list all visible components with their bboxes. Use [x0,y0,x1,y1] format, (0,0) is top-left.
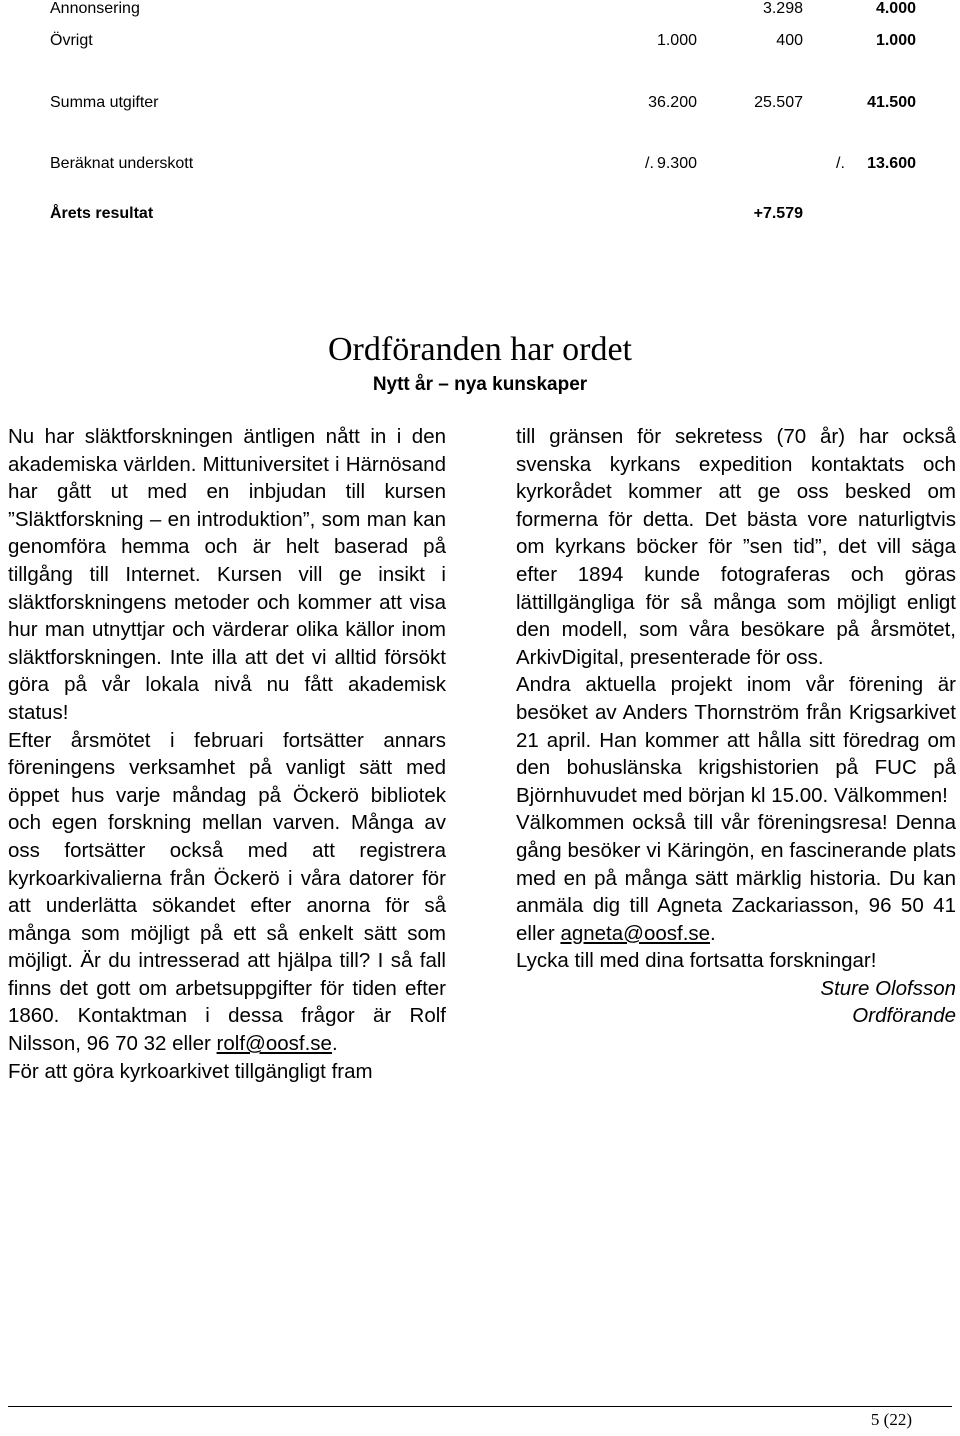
article-column-left [8,423,446,1085]
budget-row-summa [0,94,960,114]
article-column-right [516,423,956,1030]
value-3: 1.000 [875,32,916,49]
row-label: Övrigt [50,32,93,49]
value-1: 36.200 [648,94,697,111]
paragraph: Andra aktuella projekt inom vår förening är besöket av Anders Thornström från Krigsarkivet 21 april. Han kommer att hålla sitt föredrag om den bohuslänska krigshistorien på FUC på Björnhuvudet med början kl 15.00. Välkommen! [516,673,956,807]
paragraph: Nu har släktforskningen äntligen nått in i den akademiska världen. Mittuniversitet i Härnösand har gått ut med en inbjudan till kursen ”Släktforskning – en introduktion”, som man kan genomföra hemma och är helt baserad på tillgång till Internet. Kursen vill ge insikt i släktforskningens metoder och kommer att visa hur man utnyttjar och värderar olika källor inom släktforskningen. Inte illa att det vi alltid försökt göra på vår lokala nivå nu fått akademisk status! [8,425,446,724]
value-1: 1.000 [656,32,697,49]
footer-divider [8,1406,952,1407]
email-link-agneta[interactable]: agneta@oosf.se [560,921,711,945]
budget-row-annonsering [0,0,960,20]
value-1: 9.300 [656,155,697,172]
page-number: 5 (22) [870,1410,912,1429]
minus-sign: /. [836,155,845,172]
budget-row-resultat [0,205,960,225]
budget-row-ovrigt [0,32,960,52]
signature-role: Ordförande [852,1004,956,1028]
value-2: 3.298 [762,0,803,17]
value-2: +7.579 [753,205,803,222]
value-3: 13.600 [867,155,916,172]
value-2: 25.507 [754,94,803,111]
signature-name: Sture Olofsson [820,976,956,1000]
value-2: 400 [776,32,803,49]
paragraph: till gränsen för sekretess (70 år) har också svenska kyrkans expedition kontaktats och kyrkorådet kommer att ge oss besked om formerna för detta. Det bästa vore naturligtvis om kyrkans böcker för ”sen tid”, det vill säga efter 1894 kunde fotograferas och göras lättillgängliga för så många som möjligt enligt den modell, som våra besökare på årsmötet, ArkivDigital, presenterade för oss. [516,425,956,669]
paragraph: Lycka till med dina fortsatta forskningar! [516,949,877,973]
email-link-rolf[interactable]: rolf@oosf.se [216,1032,332,1056]
minus-sign: /. [645,155,654,172]
row-label: Annonsering [50,0,140,17]
value-3: 4.000 [875,0,916,17]
paragraph-text: . [710,921,716,945]
article-subtitle: Nytt år – nya kunskaper [372,374,588,395]
budget-row-underskott [0,155,960,175]
paragraph [516,809,956,947]
row-label: Årets resultat [50,205,154,222]
paragraph-text: . [331,1032,338,1056]
row-label: Beräknat underskott [50,155,194,172]
paragraph [8,727,446,1058]
value-3: 41.500 [867,94,916,111]
paragraph-text: Välkommen också till vår föreningsresa! Denna gång besöker vi Käringön, en fascinerande plats med en på många sätt märklig historia. Du kan anmäla dig till Agneta Zackariasson, 96 50 41 eller [516,811,956,945]
row-label: Summa utgifter [50,94,159,111]
paragraph-text: Efter årsmötet i februari fortsätter annars föreningens verksamhet på vanligt sätt med öppet hus varje måndag på Öckerö bibliotek och egen forskning mellan varven. Många av oss fortsätter också med att registrera kyrkoarkivalierna från Öckerö i våra datorer för att underlätta sökandet efter anorna för så många som möjligt på ett så enkelt sätt som möjligt. Är du intresserad att hjälpa till? I så fall finns det gott om arbetsuppgifter för tiden efter 1860. Kontaktman i dessa frågor är Rolf Nilsson, 96 70 32 eller [8,728,446,1056]
paragraph: För att göra kyrkoarkivet tillgängligt fram [8,1059,373,1083]
article-title: Ordföranden har ordet [328,331,632,368]
